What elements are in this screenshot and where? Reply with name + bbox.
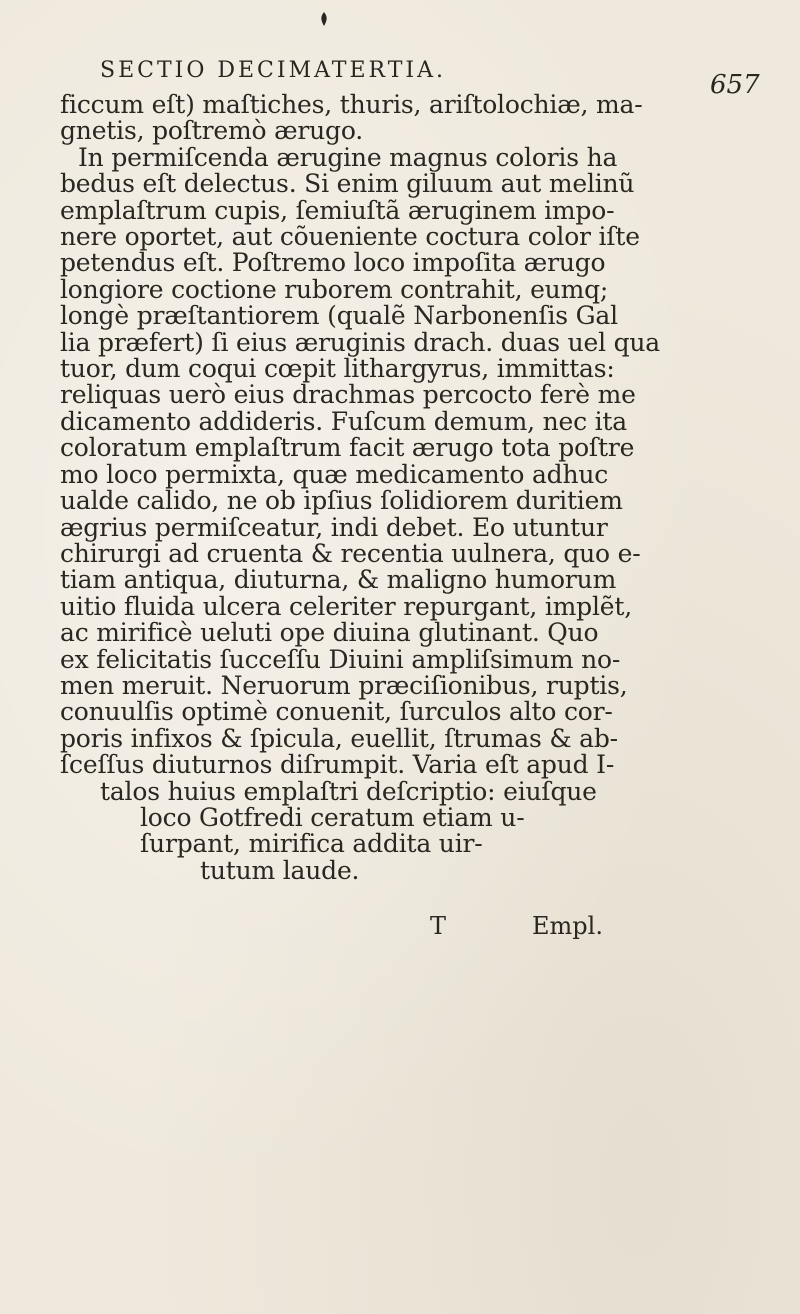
text-line: ficcum eſt) maſtiches, thuris, ariſtolochiæ, ma- bbox=[60, 90, 643, 119]
text-line: ualde calido, ne ob ipſius ſolidiorem duritiem bbox=[60, 486, 623, 516]
text-line: ſceſſus diuturnos diſrumpit. Varia eſt apud I- bbox=[60, 750, 615, 780]
printer-ornament-icon bbox=[314, 10, 334, 30]
text-line: chirurgi ad cruenta & recentia uulnera, quo e- bbox=[60, 538, 641, 568]
footer-catchwords bbox=[0, 912, 800, 952]
text-line: nere oportet, aut cõueniente coctura color iſte bbox=[60, 222, 640, 252]
text-line: men meruit. Neruorum præciſionibus, ruptis, bbox=[60, 670, 628, 700]
text-line: loco Gotfredi ceratum etiam u- bbox=[140, 802, 525, 832]
body-text bbox=[60, 92, 700, 884]
text-line: tiam antiqua, diuturna, & maligno humorum bbox=[60, 565, 617, 595]
text-line: In permiſcenda ærugine magnus coloris ha bbox=[78, 142, 618, 172]
text-line: reliquas uerò eius drachmas percocto ferè me bbox=[60, 380, 636, 410]
text-line: ac mirificè ueluti ope diuina glutinant. Quo bbox=[60, 618, 599, 648]
text-line: coloratum emplaſtrum facit ærugo tota poſtre bbox=[60, 433, 635, 463]
text-line: petendus eſt. Poſtremo loco impoſita ærugo bbox=[60, 248, 606, 278]
text-line: ſurpant, mirifica addita uir- bbox=[140, 829, 483, 859]
running-title: SECTIO DECIMATERTIA. bbox=[100, 58, 446, 83]
text-line: uitio fluida ulcera celeriter repurgant, implẽt, bbox=[60, 591, 632, 621]
catchword: Empl. bbox=[532, 912, 603, 940]
text-line: dicamento addideris. Fuſcum demum, nec ita bbox=[60, 406, 627, 436]
text-line: tuor, dum coqui cœpit lithargyrus, immittas: bbox=[60, 354, 615, 384]
text-line: lia præfert) ſi eius æruginis drach. duas uel qua bbox=[60, 327, 661, 357]
page-number: 657 bbox=[710, 70, 760, 100]
text-line: emplaſtrum cupis, ſemiuſtã æruginem impo- bbox=[60, 195, 615, 225]
text-line: talos huius emplaſtri deſcriptio: eiuſque bbox=[100, 776, 597, 806]
text-line: bedus eſt delectus. Si enim giluum aut melinũ bbox=[60, 169, 635, 199]
text-line: longiore coctione ruborem contrahit, eumq; bbox=[60, 274, 609, 304]
signature-mark: T bbox=[430, 912, 447, 940]
text-line: ex felicitatis ſucceſſu Diuini ampliſsimum no- bbox=[60, 644, 621, 674]
text-line: poris infixos & ſpicula, euellit, ſtrumas & ab- bbox=[60, 723, 618, 753]
text-line: conuulſis optimè conuenit, ſurculos alto cor- bbox=[60, 697, 613, 727]
text-line: mo loco permixta, quæ medicamento adhuc bbox=[60, 459, 609, 489]
text-line: tutum laude. bbox=[200, 855, 360, 885]
text-line: ægrius permiſceatur, indi debet. Eo utuntur bbox=[60, 512, 608, 542]
text-line: longè præſtantiorem (qualẽ Narbonenſis Gal bbox=[60, 301, 618, 331]
text-line: gnetis, poſtremò ærugo. bbox=[60, 116, 363, 146]
